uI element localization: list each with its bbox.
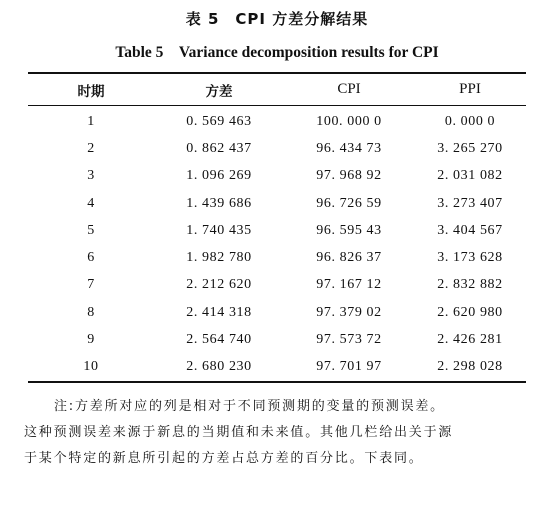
table-note-line-1: 注:方差所对应的列是相对于不同预测期的变量的预测误差。 (54, 399, 445, 414)
table-row (28, 326, 526, 353)
cell-ppi: 3. 404 567 (437, 222, 503, 238)
cell-period: 1 (87, 113, 95, 129)
cell-period: 4 (87, 195, 95, 211)
cell-ppi: 2. 298 028 (437, 359, 503, 375)
cell-cpi: 97. 573 72 (316, 332, 382, 348)
table-row (28, 105, 526, 135)
table-row (28, 299, 526, 326)
cell-variance: 2. 680 230 (186, 359, 252, 375)
cell-ppi: 0. 000 0 (444, 113, 496, 129)
table-row (28, 354, 526, 381)
table-row (28, 272, 526, 299)
cell-cpi: 96. 434 73 (316, 140, 382, 156)
cell-variance: 1. 439 686 (186, 195, 252, 211)
cell-cpi: 96. 826 37 (316, 250, 382, 266)
cell-cpi: 97. 379 02 (316, 304, 382, 320)
table-header-row (28, 74, 526, 105)
table-row (28, 217, 526, 244)
cell-variance: 0. 862 437 (186, 140, 252, 156)
cell-ppi: 2. 031 082 (437, 168, 503, 184)
cell-variance: 2. 212 620 (186, 277, 252, 293)
table-note (24, 394, 552, 472)
cell-period: 10 (83, 359, 99, 375)
cell-variance: 2. 564 740 (186, 332, 252, 348)
table-caption-en: Table 5 Variance decomposition results for CPI (115, 44, 439, 61)
cell-period: 2 (87, 140, 95, 156)
table-row (28, 163, 526, 190)
cell-variance: 0. 569 463 (186, 113, 252, 129)
bottom-rule (28, 381, 526, 383)
cell-cpi: 100. 000 0 (316, 113, 382, 129)
cell-ppi: 3. 173 628 (437, 250, 503, 266)
variance-decomposition-table (28, 74, 526, 381)
cell-ppi: 2. 620 980 (437, 304, 503, 320)
cell-ppi: 3. 265 270 (437, 140, 503, 156)
table-row (28, 190, 526, 217)
cell-variance: 1. 740 435 (186, 222, 252, 238)
cell-period: 9 (87, 332, 95, 348)
header-cpi: CPI (337, 81, 361, 97)
header-period: 时期 (77, 83, 105, 100)
cell-cpi: 96. 726 59 (316, 195, 382, 211)
cell-ppi: 2. 426 281 (437, 332, 503, 348)
cell-period: 3 (87, 168, 95, 184)
header-ppi: PPI (459, 81, 481, 97)
cell-cpi: 97. 968 92 (316, 168, 382, 184)
cell-variance: 1. 096 269 (186, 168, 252, 184)
header-variance: 方差 (205, 83, 233, 100)
cell-variance: 2. 414 318 (186, 304, 252, 320)
table-row (28, 135, 526, 162)
cell-variance: 1. 982 780 (186, 250, 252, 266)
cell-cpi: 97. 167 12 (316, 277, 382, 293)
cell-ppi: 3. 273 407 (437, 195, 503, 211)
table-note-line-2: 这种预测误差来源于新息的当期值和未来值。其他几栏给出关于源 (24, 425, 454, 440)
table-note-line-3: 于某个特定的新息所引起的方差占总方差的百分比。下表同。 (24, 451, 424, 466)
cell-cpi: 97. 701 97 (316, 359, 382, 375)
table-row (28, 244, 526, 271)
cell-ppi: 2. 832 882 (437, 277, 503, 293)
cell-cpi: 96. 595 43 (316, 222, 382, 238)
table-caption-cn: 表 5 CPI 方差分解结果 (185, 10, 369, 28)
cell-period: 5 (87, 222, 95, 238)
cell-period: 8 (87, 304, 95, 320)
cell-period: 7 (87, 277, 95, 293)
cell-period: 6 (87, 250, 95, 266)
